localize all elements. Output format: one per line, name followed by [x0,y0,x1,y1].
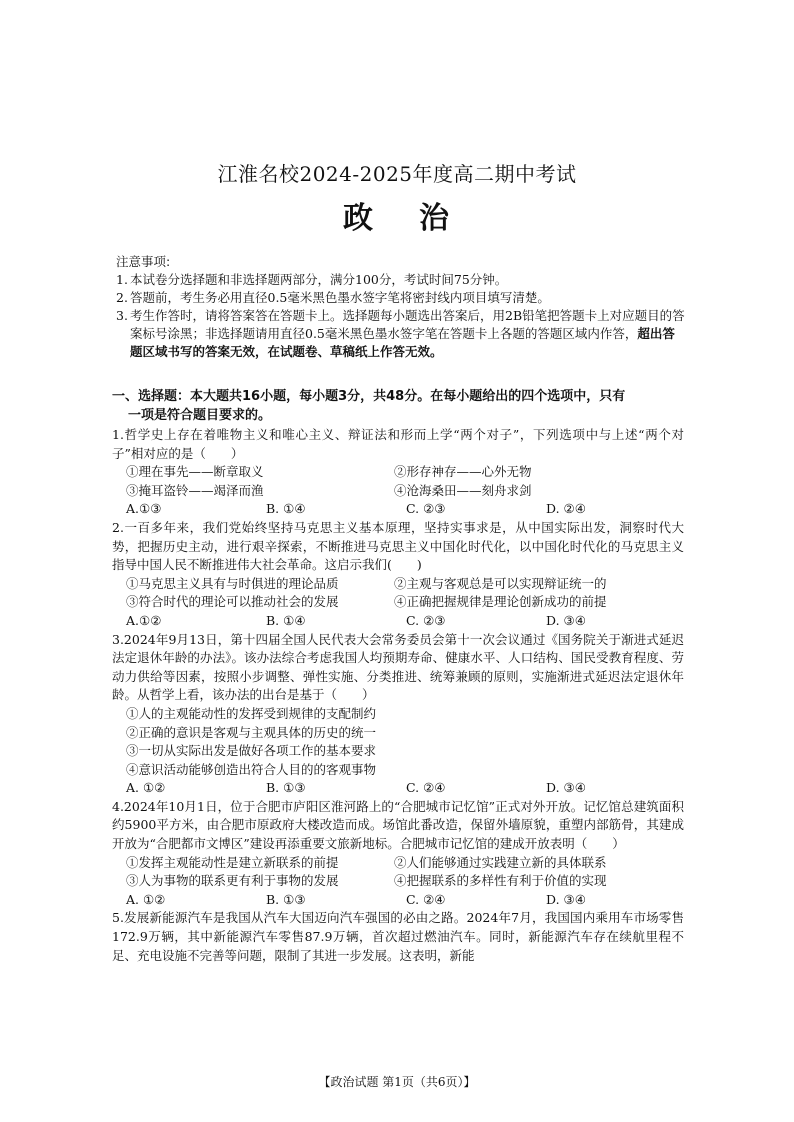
statement-4: ④沧海桑田——刻舟求剑 [394,482,532,498]
choice-c: C. ②④ [406,780,446,796]
choice-a: A.①③ [126,501,162,517]
choice-b: B. ①③ [266,780,306,796]
statement-2: ②人们能够通过实践建立新的具体联系 [394,854,607,870]
choice-c: C. ②④ [406,891,446,907]
notice-warning: 超出答题区域书写的答案无效，在试题卷、草稿纸上作答无效。 [130,326,675,359]
choice-c: C. ②③ [406,501,446,517]
statement-2: ②形存神存——心外无物 [394,464,532,480]
statement-3: ③符合时代的理论可以推动社会的发展 [126,594,339,610]
notice-block [116,253,686,361]
subject-char-2: 治 [419,201,451,236]
notice-item-1 [116,271,686,289]
question-2 [112,519,684,631]
question-3 [112,631,684,798]
statement-1: ①人的主观能动性的发挥受到规律的支配制约 [126,705,377,721]
question-1 [112,426,684,519]
question-stem: 3.2024年9月13日，第十四届全国人民代表大会常务委员会第十一次会议通过《国务院关于渐进式延迟法定退休年龄的办法》。该办法综合考虑我国人均预期寿命、健康水平、人口结构、国民受教育程度、劳动力供给等因素，按照小步调整、弹性实施、分类推进、统筹兼顾的原则，实施渐进式延迟法定退休年龄。从哲学上看，该办法的出台是基于（ ） [112,631,684,703]
choice-a: A.①② [126,612,162,628]
statement-4: ④意识活动能够创造出符合人目的的客观事物 [126,761,377,777]
question-stem: 5.发展新能源汽车是我国从汽车大国迈向汽车强国的必由之路。2024年7月，我国国内乘用车市场零售172.9万辆，其中新能源汽车零售87.9万辆，首次超过燃油汽车。同时，新能源汽车存在续航里程不足、充电设施不完善等问题，限制了其进一步发展。这表明，新能 [112,910,684,963]
notice-text: 本试卷分选择题和非选择题两部分，满分100分，考试时间75分钟。 [130,272,508,287]
statement-1: ①发挥主观能动性是建立新联系的前提 [126,854,339,870]
statement-2: ②主观与客观总是可以实现辩证统一的 [394,575,607,591]
statement-3: ③一切从实际出发是做好各项工作的基本要求 [126,743,377,759]
section-line-1: 一、选择题：本大题共16小题，每小题3分，共48分。在每小题给出的四个选项中，只有 [112,389,626,404]
question-list [112,426,684,965]
question-5 [112,909,684,965]
section-line-2: 一项是符合题目要求的。 [128,408,272,423]
choice-b: B. ①④ [266,501,306,517]
statement-options [112,854,684,891]
choice-d: D. ③④ [546,780,586,796]
statement-1: ①理在事先——断章取义 [126,464,264,480]
choice-d: D. ③④ [546,891,586,907]
subject-title [0,193,794,237]
notice-item-2 [116,289,686,307]
statement-options [112,705,684,779]
notice-text: 答题前，考生务必用直径0.5毫米黑色墨水签字笔将密封线内项目填写清楚。 [130,290,550,305]
notice-number: 3. [116,308,128,323]
question-4 [112,798,684,910]
answer-choices [112,779,684,798]
answer-choices [112,891,684,910]
answer-choices [112,500,684,519]
choice-b: B. ①④ [266,612,306,628]
question-stem: 1.哲学史上存在着唯物主义和唯心主义、辩证法和形而上学“两个对子”，下列选项中与上述“两个对子”相对应的是（ ） [112,427,684,461]
question-stem: 2.一百多年来，我们党始终坚持马克思主义基本原理，坚持实事求是，从中国实际出发，洞察时代大势，把握历史主动，进行艰辛探索，不断推进马克思主义中国化时代化，以中国化时代化的马克思主义指导中国人民不断推进伟大社会革命。这启示我们( ) [112,519,684,573]
choice-a: A. ①② [126,780,166,796]
subject-char-1: 政 [343,201,375,236]
statement-2: ②正确的意识是客观与主观具体的历史的统一 [126,724,377,740]
statement-4: ④把握联系的多样性有利于价值的实现 [394,873,607,889]
choice-b: B. ①③ [266,891,306,907]
notice-number: 2. [116,290,128,305]
notice-number: 1. [116,272,128,287]
choice-c: C. ②③ [406,612,446,628]
choice-d: D. ②④ [546,501,586,517]
statement-options [112,575,684,612]
choice-a: A. ①② [126,891,166,907]
page-footer: 【政治试题 第1页（共6页）】 [318,1075,476,1089]
notice-heading: 注意事项: [116,254,171,269]
notice-item-3 [116,307,686,361]
exam-title: 江淮名校2024-2025年度高二期中考试 [217,162,577,186]
section-heading [112,387,684,425]
statement-3: ③人为事物的联系更有利于事物的发展 [126,873,339,889]
notice-text: 考生作答时，请将答案答在答题卡上。选择题每小题选出答案后，用2B铅笔把答题卡上对应题目的答案标号涂黑；非选择题请用直径0.5毫米黑色墨水签字笔在答题卡上各题的答题区域内作答， [130,308,685,341]
statement-4: ④正确把握规律是理论创新成功的前提 [394,594,607,610]
question-stem: 4.2024年10月1日，位于合肥市庐阳区淮河路上的“合肥城市记忆馆”正式对外开放。记忆馆总建筑面积约5900平方米，由合肥市原政府大楼改造而成。场馆此番改造，保留外墙原貌，重塑内部筋骨，其建成开放为“合肥都市文博区”建设再添重要文旅新地标。合肥城市记忆馆的建成开放表明（ ） [112,798,684,852]
statement-options [112,463,684,500]
statement-3: ③掩耳盗铃——竭泽而渔 [126,482,264,498]
choice-d: D. ③④ [546,612,586,628]
answer-choices [112,612,684,631]
statement-1: ①马克思主义具有与时俱进的理论品质 [126,575,339,591]
notice-text-wrap [130,307,686,361]
